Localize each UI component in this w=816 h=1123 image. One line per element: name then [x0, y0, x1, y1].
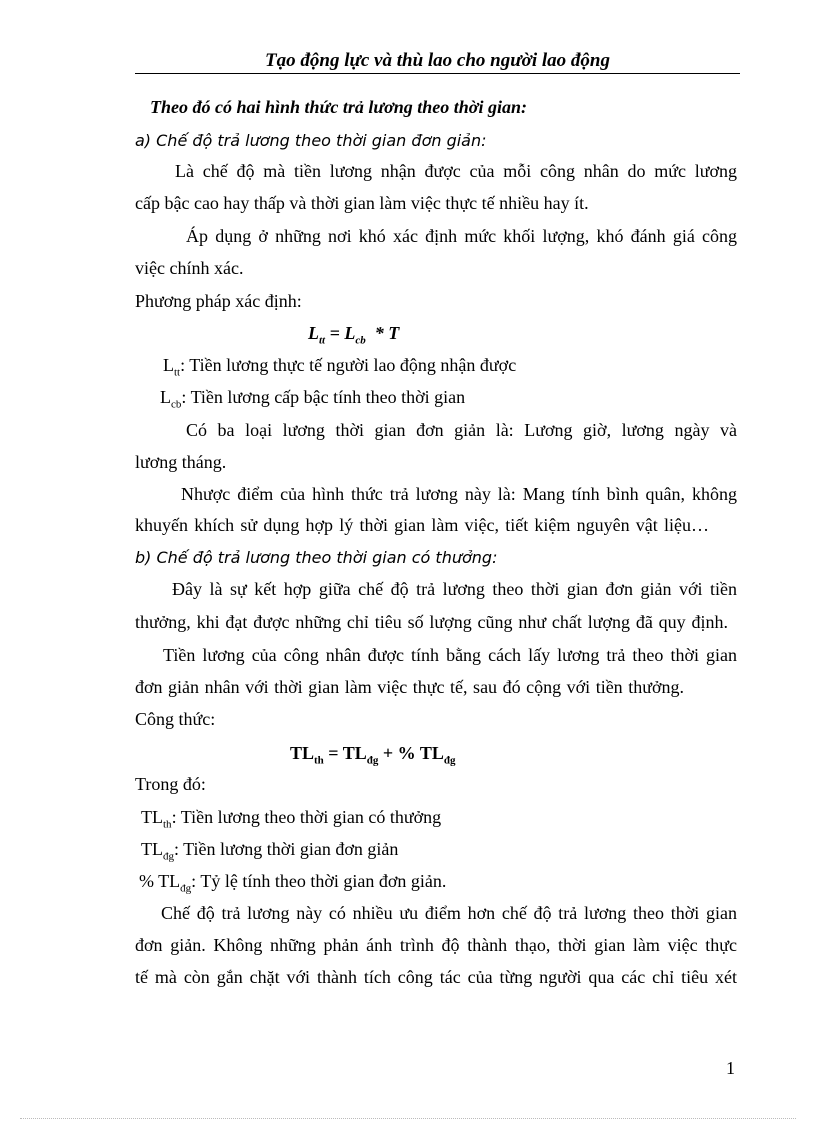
section-b-p2-line1: Tiền lương của công nhân được tính bằng cách lấy lương trả theo thời gian: [163, 645, 737, 665]
definition-symbol: L: [163, 355, 174, 375]
definition-tldg: [141, 838, 398, 868]
formula-rhs: L: [344, 323, 356, 343]
section-b-heading: b) Chế độ trả lương theo thời gian có thưởng:: [135, 548, 498, 567]
definition-text: : Tiền lương thực tế người lao động nhận được: [180, 355, 517, 375]
definition-text: : Tiền lương thời gian đơn giản: [174, 839, 399, 859]
formula-rhs1-sub: đg: [366, 754, 379, 767]
definition-text: : Tiền lương cấp bậc tính theo thời gian: [181, 387, 466, 407]
definition-sub: tt: [174, 366, 181, 379]
formula-label: Công thức:: [135, 709, 216, 729]
section-b-p1-line1: Đây là sự kết hợp giữa chế độ trả lương theo thời gian đơn giản với tiền: [172, 579, 737, 599]
section-b-p3-line1: Chế độ trả lương này có nhiều ưu điểm hơn chế độ trả lương theo thời gian: [161, 903, 737, 923]
definition-text: : Tiền lương theo thời gian có thưởng: [171, 807, 442, 827]
definition-sub: cb: [171, 398, 182, 411]
section-a-p2-line2: việc chính xác.: [135, 258, 244, 278]
definition-text: : Tỷ lệ tính theo thời gian đơn giản.: [191, 871, 447, 891]
definition-ltt: [163, 354, 516, 384]
page-header-title: Tạo động lực và thù lao cho người lao động: [265, 50, 610, 71]
formula-rhs2-sub: đg: [443, 754, 456, 767]
section-a-heading: a) Chế độ trả lương theo thời gian đơn giản:: [135, 131, 487, 150]
definition-symbol: % TL: [139, 871, 181, 891]
formula-simple: [308, 322, 399, 352]
section-b-p1-line2: thưởng, khi đạt được những chỉ tiêu số lượng cũng như chất lượng đã quy định.: [135, 612, 728, 632]
formula-lhs-sub: tt: [319, 334, 326, 347]
section-b-p3-line3: tế mà còn gắn chặt với thành tích công tác của từng người qua các chỉ tiêu xét: [135, 967, 737, 987]
formula-rhs1: TL: [342, 743, 367, 763]
section-a-p4-line2: khuyến khích sử dụng hợp lý thời gian làm việc, tiết kiệm nguyên vật liệu…: [135, 515, 709, 535]
formula-lhs-sub: th: [314, 754, 324, 767]
definition-tlth: [141, 806, 441, 836]
formula-lhs: L: [308, 323, 319, 343]
formula-tail: * T: [374, 323, 400, 343]
method-label: Phương pháp xác định:: [135, 291, 302, 311]
formula-eq: =: [329, 323, 340, 343]
section-a-p3-line1: Có ba loại lương thời gian đơn giản là: Lương giờ, lương ngày và: [186, 420, 737, 440]
section-a-p1-line1: Là chế độ mà tiền lương nhận được của mỗi công nhân do mức lương: [175, 161, 737, 181]
page-bottom-divider: [20, 1118, 796, 1119]
where-label: Trong đó:: [135, 774, 206, 794]
definition-symbol: L: [160, 387, 171, 407]
definition-sub: th: [163, 818, 172, 831]
formula-plus: + %: [382, 743, 416, 763]
section-b-p2-line2: đơn giản nhân với thời gian làm việc thực tế, sau đó cộng với tiền thưởng.: [135, 677, 684, 697]
section-a-p4-line1: Nhược điểm của hình thức trả lương này là: Mang tính bình quân, không: [181, 484, 737, 504]
section-a-p1-line2: cấp bậc cao hay thấp và thời gian làm việc thực tế nhiều hay ít.: [135, 193, 589, 213]
formula-rhs2: TL: [419, 743, 444, 763]
definition-symbol: TL: [141, 807, 163, 827]
formula-lhs: TL: [290, 743, 315, 763]
definition-percent-tldg: [139, 870, 446, 900]
definition-sub: đg: [180, 882, 192, 895]
section-a-p2-line1: Áp dụng ở những nơi khó xác định mức khối lượng, khó đánh giá công: [186, 226, 737, 246]
section-a-p3-line2: lương tháng.: [135, 452, 227, 472]
intro-line: Theo đó có hai hình thức trả lương theo thời gian:: [150, 97, 527, 117]
definition-lcb: [160, 386, 465, 416]
formula-rhs-sub: cb: [355, 334, 366, 347]
section-b-p3-line2: đơn giản. Không những phản ánh trình độ thành thạo, thời gian làm việc thực: [135, 935, 737, 955]
formula-eq: =: [328, 743, 339, 763]
definition-sub: đg: [163, 850, 174, 863]
page-number: 1: [726, 1058, 735, 1078]
header-rule: [135, 73, 740, 74]
definition-symbol: TL: [141, 839, 163, 859]
formula-bonus: [290, 742, 455, 772]
